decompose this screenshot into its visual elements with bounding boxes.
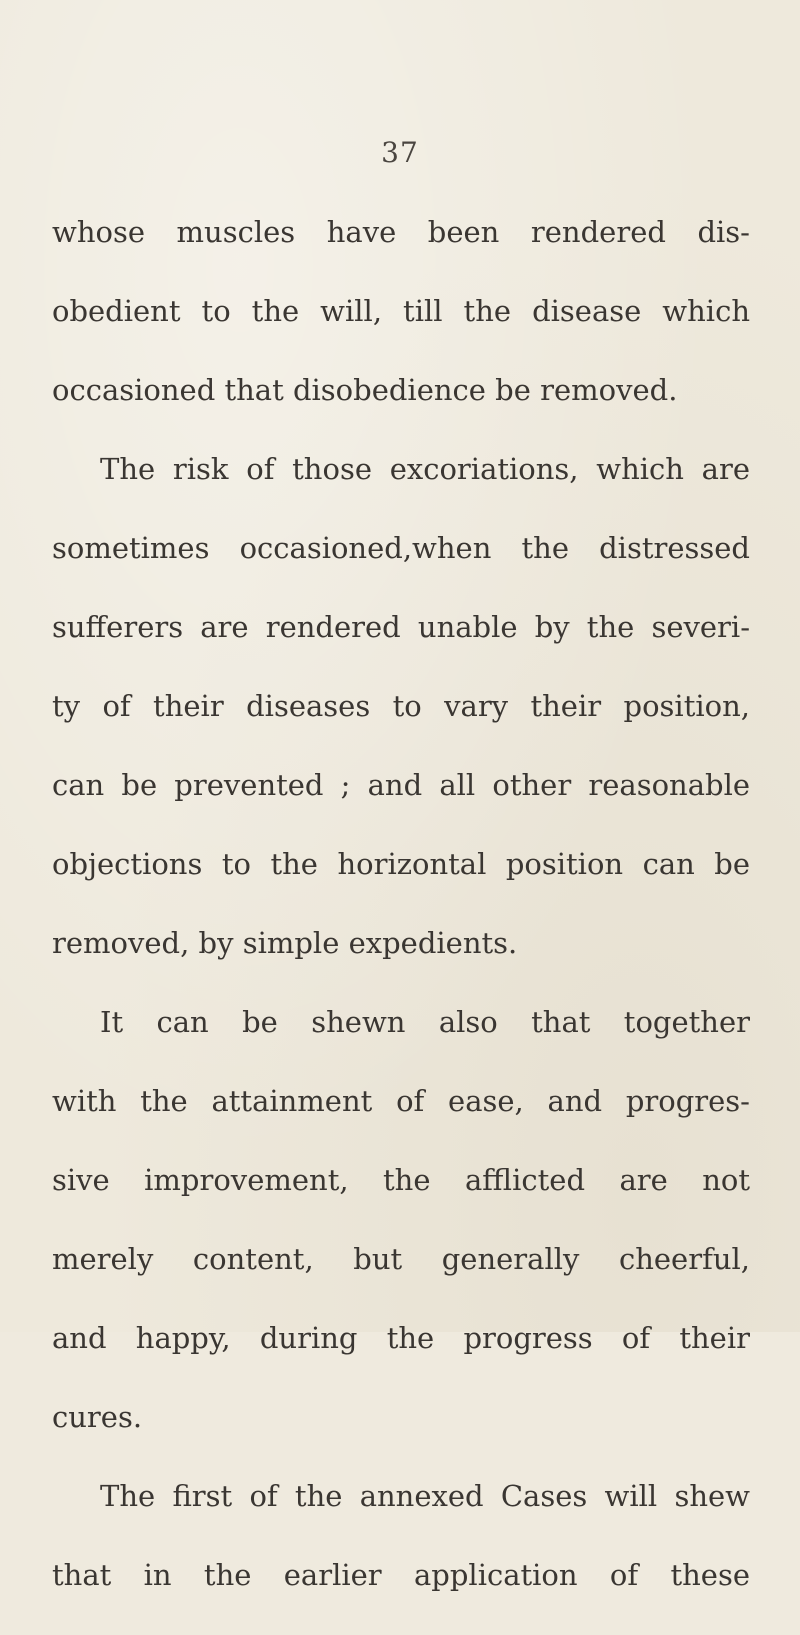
text-line: objections to the horizontal position can be	[52, 847, 750, 881]
text-line: merely content, but generally cheerful,	[52, 1242, 750, 1276]
text-line: cures.	[52, 1400, 143, 1434]
text-line: whose muscles have been rendered dis-	[52, 215, 750, 249]
text-line: The first of the annexed Cases will shew	[100, 1479, 750, 1513]
text-line: and happy, during the progress of their	[52, 1321, 750, 1355]
text-line: that in the earlier application of these	[52, 1558, 750, 1592]
text-line: The risk of those excoriations, which are	[100, 452, 750, 486]
text-line: sive improvement, the afflicted are not	[52, 1163, 750, 1197]
page-number: 37	[381, 136, 419, 169]
text-line: It can be shewn also that together	[100, 1005, 750, 1039]
text-line: with the attainment of ease, and progres-	[52, 1084, 750, 1118]
text-line: occasioned that disobedience be removed.	[52, 373, 678, 407]
text-line: sufferers are rendered unable by the severi-	[52, 610, 750, 644]
text-line: sometimes occasioned,when the distressed	[52, 531, 750, 565]
text-line: removed, by simple expedients.	[52, 926, 518, 960]
text-line: can be prevented ; and all other reasonable	[52, 768, 750, 802]
text-line: ty of their diseases to vary their position,	[52, 689, 750, 723]
body-text	[52, 172, 750, 1594]
text-line: obedient to the will, till the disease which	[52, 294, 750, 328]
